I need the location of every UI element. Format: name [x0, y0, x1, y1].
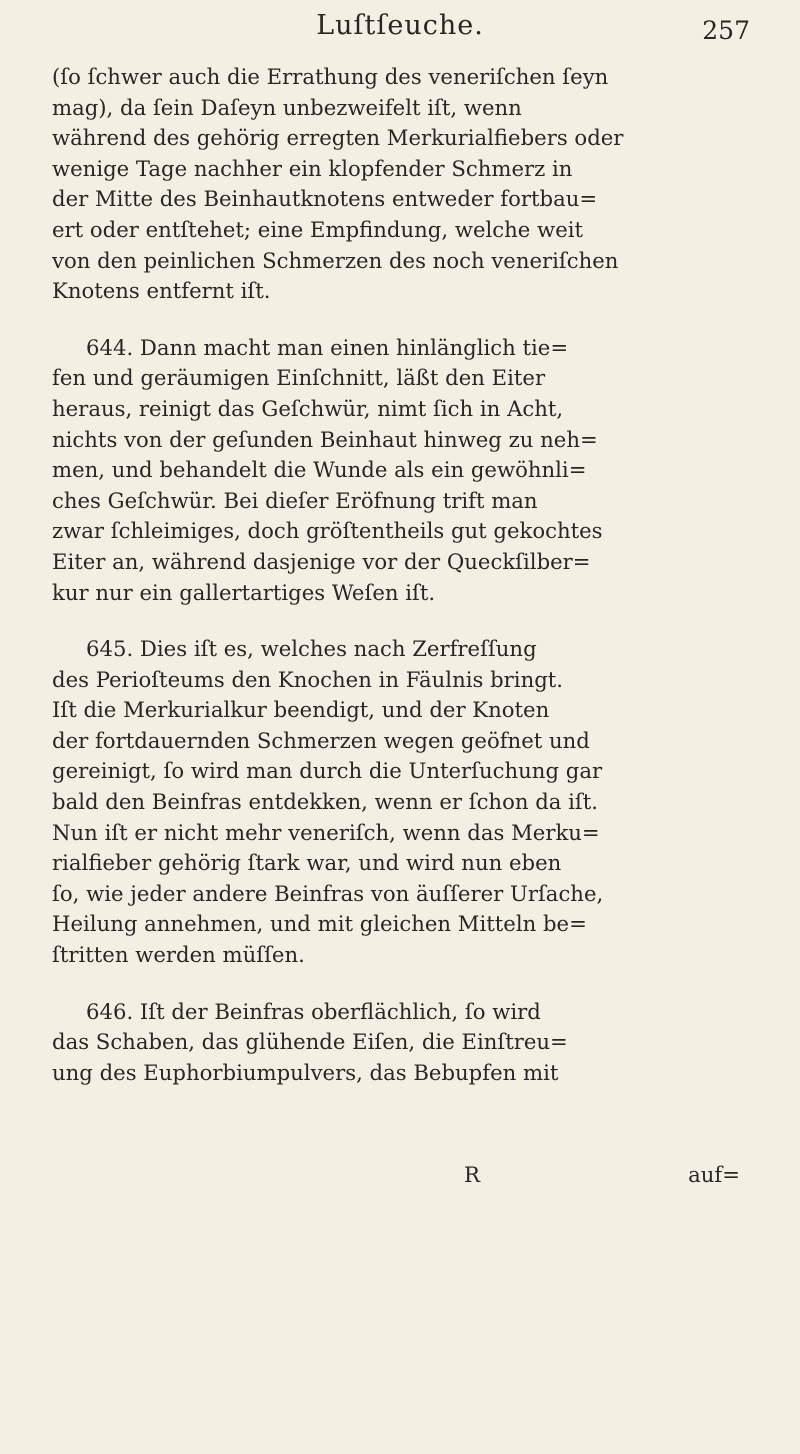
text-line: des Perioſteums den Knochen in Fäulnis bringt. — [52, 666, 564, 692]
text-line: nichts von der geſunden Beinhaut hinweg zu neh= — [52, 426, 598, 452]
text-line: kur nur ein gallertartiges Weſen iſt. — [52, 579, 436, 605]
text-line: fen und geräumigen Einſchnitt, läßt den Eiter — [52, 365, 546, 391]
text-line: der Mitte des Beinhautknotens entweder fortbau= — [52, 186, 598, 212]
page-footer — [52, 1162, 742, 1194]
text-line: Eiter an, während dasjenige vor der Queckſilber= — [52, 548, 591, 574]
body-text — [52, 62, 742, 1088]
text-line: 644. Dann macht man einen hinlänglich tie= — [86, 334, 569, 360]
text-line: ſo, wie jeder andere Beinfras von äuſſerer Urſache, — [52, 880, 604, 906]
text-line: Heilung annehmen, und mit gleichen Mitteln be= — [52, 911, 587, 937]
catchword: auf= — [688, 1162, 740, 1187]
text-line: men, und behandelt die Wunde als ein gewöhnli= — [52, 457, 587, 483]
text-line: rialfieber gehörig ſtark war, und wird nun eben — [52, 850, 562, 876]
text-line: Knotens entfernt iſt. — [52, 278, 271, 304]
text-line: Nun iſt er nicht mehr veneriſch, wenn das Merku= — [52, 819, 600, 845]
paragraph-644 — [52, 333, 742, 608]
text-line: (ſo ſchwer auch die Errathung des veneriſchen ſeyn — [52, 64, 609, 89]
text-line: ung des Euphorbiumpulvers, das Bebupfen mit — [52, 1059, 559, 1085]
paragraph-645 — [52, 634, 742, 971]
text-line: 645. Dies iſt es, welches nach Zerfreſſung — [86, 636, 537, 662]
text-line: 646. Iſt der Beinfras oberflächlich, ſo wird — [86, 998, 541, 1024]
text-line: ert oder entſtehet; eine Empfindung, welche weit — [52, 216, 584, 242]
text-line: ches Geſchwür. Bei dieſer Eröfnung trift man — [52, 487, 538, 513]
text-line: wenige Tage nachher ein klopfender Schmerz in — [52, 155, 573, 181]
text-line: von den peinlichen Schmerzen des noch veneriſchen — [52, 247, 619, 273]
text-line: heraus, reinigt das Geſchwür, nimt ſich in Acht, — [52, 395, 564, 421]
paragraph-646 — [52, 997, 742, 1089]
text-line: zwar ſchleimiges, doch gröſtentheils gut gekochtes — [52, 518, 603, 544]
text-line: während des gehörig erregten Merkurialfiebers oder — [52, 125, 624, 151]
text-line: gereinigt, ſo wird man durch die Unterſuchung gar — [52, 758, 603, 784]
page-number: 257 — [702, 16, 750, 45]
running-head — [0, 10, 800, 54]
running-title: Luſtſeuche. — [316, 10, 484, 41]
text-line: mag), da ſein Daſeyn unbezweifelt iſt, wenn — [52, 94, 522, 120]
signature-mark: R — [464, 1162, 480, 1187]
paragraph-continuation — [52, 62, 742, 307]
text-line: ſtritten werden müſſen. — [52, 942, 305, 968]
text-line: Iſt die Merkurialkur beendigt, und der Knoten — [52, 697, 550, 723]
text-line: bald den Beinfras entdekken, wenn er ſchon da iſt. — [52, 789, 599, 815]
text-line: das Schaben, das glühende Eiſen, die Einſtreu= — [52, 1029, 568, 1055]
text-line: der fortdauernden Schmerzen wegen geöfnet und — [52, 727, 590, 753]
